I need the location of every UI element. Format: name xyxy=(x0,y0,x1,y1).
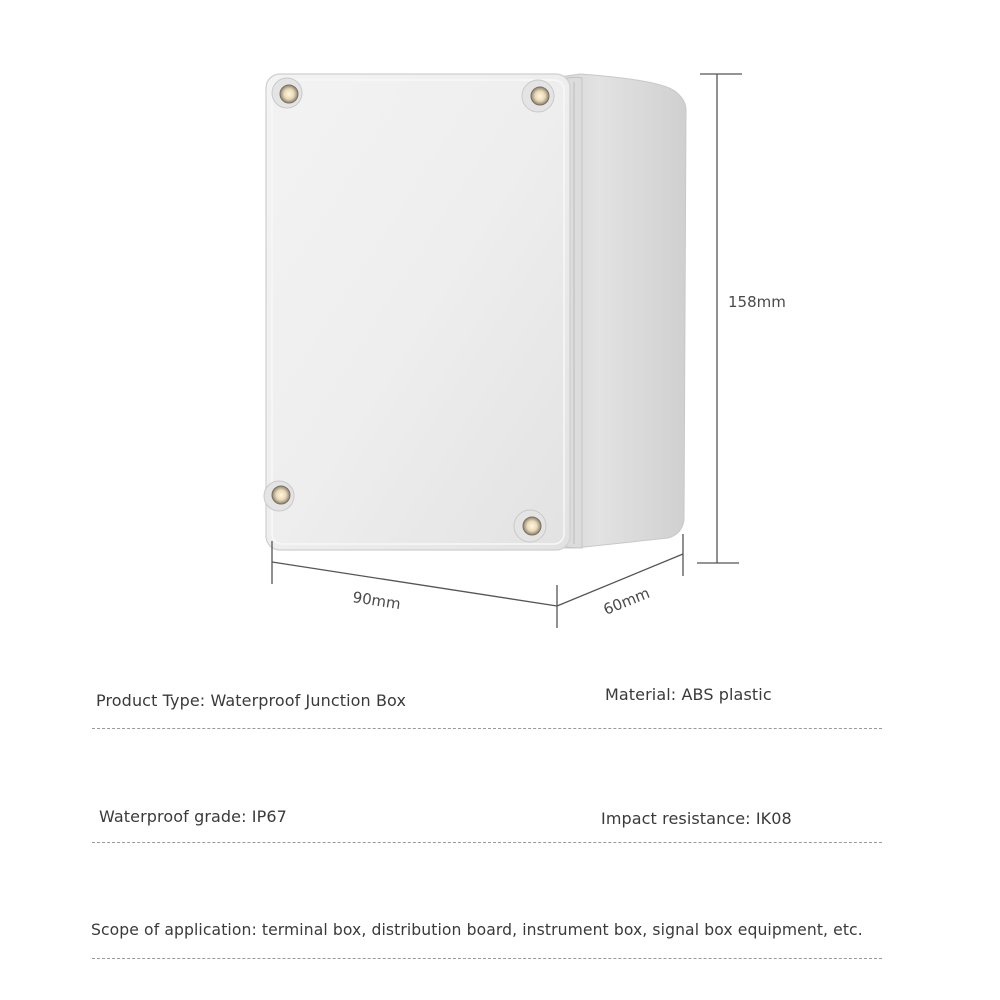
height-label: 158mm xyxy=(728,293,786,311)
screw-hole-bottom-right xyxy=(514,510,546,542)
depth-label: 60mm xyxy=(600,583,653,619)
divider-2 xyxy=(92,842,882,843)
width-dimension xyxy=(272,541,557,628)
height-dimension xyxy=(697,74,742,563)
impact-resistance-text: Impact resistance: IK08 xyxy=(601,809,792,828)
divider-3 xyxy=(92,958,882,959)
junction-box-image xyxy=(266,74,686,550)
screw-hole-bottom-left xyxy=(264,481,294,511)
scope-text: Scope of application: terminal box, distribution board, instrument box, signal box equipment, etc. xyxy=(91,921,863,939)
screw-hole-top-left xyxy=(272,78,302,108)
product-type-text: Product Type: Waterproof Junction Box xyxy=(96,691,407,710)
waterproof-grade-text: Waterproof grade: IP67 xyxy=(99,807,287,826)
screw-hole-top-right xyxy=(522,80,554,112)
divider-1 xyxy=(92,728,882,729)
material-text: Material: ABS plastic xyxy=(605,685,772,704)
width-label: 90mm xyxy=(351,588,402,614)
